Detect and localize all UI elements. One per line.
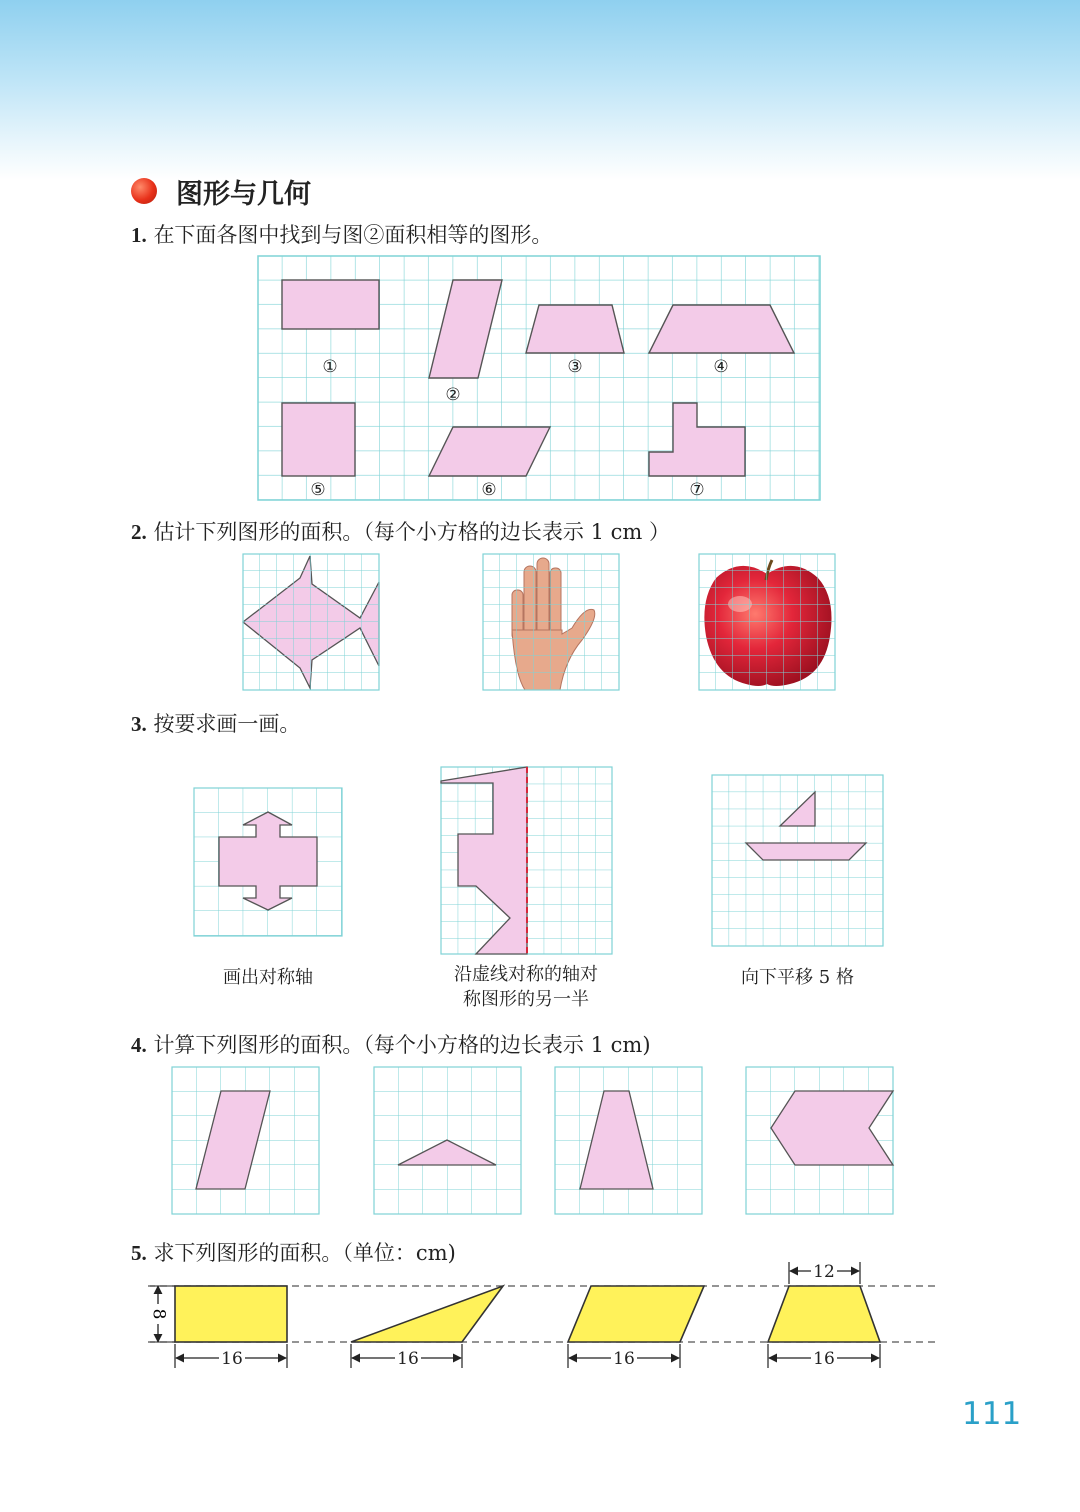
parallelogram-shape bbox=[568, 1286, 704, 1342]
base-label-3: 16 bbox=[613, 1349, 635, 1369]
top-label: 12 bbox=[813, 1262, 835, 1282]
caption-translate: 向下平移 5 格 bbox=[741, 967, 854, 988]
label-7: ⑦ bbox=[689, 480, 705, 500]
section-title: 图形与几何 bbox=[176, 179, 311, 210]
triangle-shape bbox=[351, 1286, 503, 1342]
question-number: 5. bbox=[131, 1241, 147, 1265]
question-text: 估计下列图形的面积。（每个小方格的边长表示 1 cm ） bbox=[153, 520, 670, 544]
rectangle-shape bbox=[175, 1286, 287, 1342]
label-5: ⑤ bbox=[310, 480, 326, 500]
base-label-1: 16 bbox=[221, 1349, 243, 1369]
question-number: 4. bbox=[131, 1033, 147, 1057]
trapezoid-shape bbox=[768, 1286, 880, 1342]
question-text: 按要求画一画。 bbox=[153, 712, 301, 736]
label-3: ③ bbox=[567, 357, 583, 377]
question-number: 2. bbox=[131, 520, 147, 544]
height-label: 8 bbox=[148, 1308, 169, 1320]
caption-half-line-2: 称图形的另一半 bbox=[463, 989, 589, 1010]
question-text: 求下列图形的面积。（单位：cm) bbox=[153, 1241, 456, 1265]
page-number: 111 bbox=[962, 1396, 1022, 1432]
question-text: 计算下列图形的面积。（每个小方格的边长表示 1 cm) bbox=[153, 1033, 651, 1057]
question-number: 1. bbox=[131, 223, 147, 247]
question-number: 3. bbox=[131, 712, 147, 736]
label-4: ④ bbox=[713, 357, 729, 377]
question-text: 在下面各图中找到与图②面积相等的图形。 bbox=[153, 223, 553, 247]
base-label-2: 16 bbox=[397, 1349, 419, 1369]
base-label-4: 16 bbox=[813, 1349, 835, 1369]
label-6: ⑥ bbox=[481, 480, 497, 500]
caption-axis: 画出对称轴 bbox=[223, 967, 313, 988]
label-2: ② bbox=[445, 385, 461, 405]
label-1: ① bbox=[322, 357, 338, 377]
caption-half-line-1: 沿虚线对称的轴对 bbox=[454, 964, 598, 985]
